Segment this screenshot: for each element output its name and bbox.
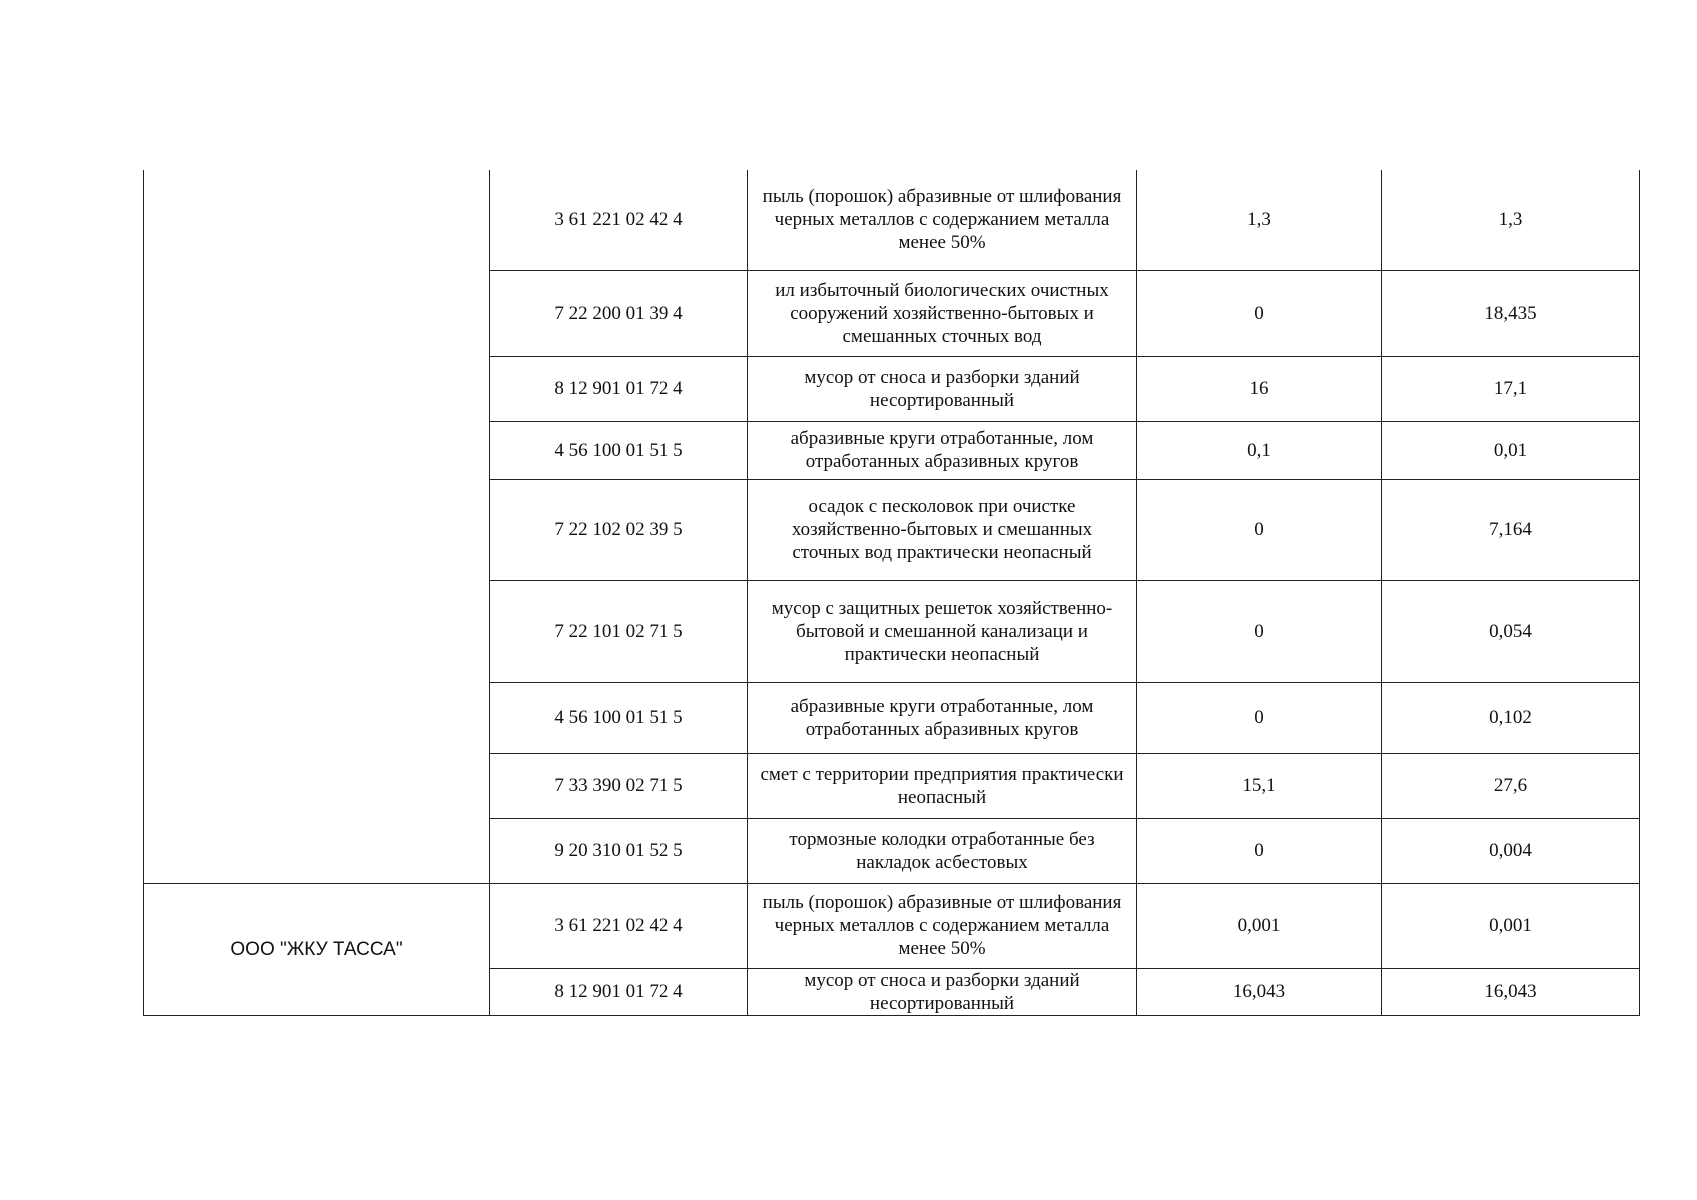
value-1-cell: 0,001 bbox=[1137, 883, 1382, 968]
organization-cell: ООО "ЖКУ ТАССА" bbox=[144, 883, 490, 1015]
table-row bbox=[144, 170, 1640, 270]
value-1-cell: 0 bbox=[1137, 682, 1382, 753]
organization-cell bbox=[144, 170, 490, 883]
waste-name-cell: ил избыточный биологических очистных сооружений хозяйственно-бытовых и смешанных сточных вод bbox=[748, 270, 1137, 356]
value-2-cell: 0,01 bbox=[1382, 421, 1640, 479]
waste-name-cell: пыль (порошок) абразивные от шлифования черных металлов с содержанием металла менее 50% bbox=[748, 883, 1137, 968]
waste-name-cell: пыль (порошок) абразивные от шлифования черных металлов с содержанием металла менее 50% bbox=[748, 170, 1137, 270]
waste-name-cell: смет с территории предприятия практически неопасный bbox=[748, 753, 1137, 818]
value-1-cell: 16,043 bbox=[1137, 968, 1382, 1015]
waste-code-cell: 3 61 221 02 42 4 bbox=[490, 883, 748, 968]
value-1-cell: 0,1 bbox=[1137, 421, 1382, 479]
waste-table bbox=[143, 170, 1640, 1016]
waste-name-cell: абразивные круги отработанные, лом отработанных абразивных кругов bbox=[748, 682, 1137, 753]
value-2-cell: 17,1 bbox=[1382, 356, 1640, 421]
waste-name-cell: тормозные колодки отработанные без накладок асбестовых bbox=[748, 818, 1137, 883]
waste-code-cell: 7 33 390 02 71 5 bbox=[490, 753, 748, 818]
waste-name-cell: мусор от сноса и разборки зданий несортированный bbox=[748, 968, 1137, 1015]
waste-code-cell: 7 22 102 02 39 5 bbox=[490, 479, 748, 580]
waste-code-cell: 9 20 310 01 52 5 bbox=[490, 818, 748, 883]
value-2-cell: 18,435 bbox=[1382, 270, 1640, 356]
value-1-cell: 0 bbox=[1137, 580, 1382, 682]
value-1-cell: 16 bbox=[1137, 356, 1382, 421]
value-2-cell: 0,102 bbox=[1382, 682, 1640, 753]
waste-code-cell: 8 12 901 01 72 4 bbox=[490, 356, 748, 421]
waste-code-cell: 7 22 101 02 71 5 bbox=[490, 580, 748, 682]
waste-name-cell: абразивные круги отработанные, лом отработанных абразивных кругов bbox=[748, 421, 1137, 479]
table-row bbox=[144, 883, 1640, 968]
waste-code-cell: 3 61 221 02 42 4 bbox=[490, 170, 748, 270]
value-2-cell: 0,004 bbox=[1382, 818, 1640, 883]
value-2-cell: 1,3 bbox=[1382, 170, 1640, 270]
waste-code-cell: 4 56 100 01 51 5 bbox=[490, 421, 748, 479]
waste-name-cell: мусор с защитных решеток хозяйственно-бытовой и смешанной канализаци и практически неопасный bbox=[748, 580, 1137, 682]
value-1-cell: 1,3 bbox=[1137, 170, 1382, 270]
waste-code-cell: 7 22 200 01 39 4 bbox=[490, 270, 748, 356]
value-1-cell: 15,1 bbox=[1137, 753, 1382, 818]
waste-code-cell: 4 56 100 01 51 5 bbox=[490, 682, 748, 753]
value-1-cell: 0 bbox=[1137, 479, 1382, 580]
waste-name-cell: мусор от сноса и разборки зданий несортированный bbox=[748, 356, 1137, 421]
waste-code-cell: 8 12 901 01 72 4 bbox=[490, 968, 748, 1015]
value-2-cell: 16,043 bbox=[1382, 968, 1640, 1015]
value-2-cell: 27,6 bbox=[1382, 753, 1640, 818]
value-2-cell: 7,164 bbox=[1382, 479, 1640, 580]
waste-name-cell: осадок с песколовок при очистке хозяйственно-бытовых и смешанных сточных вод практически неопасный bbox=[748, 479, 1137, 580]
value-1-cell: 0 bbox=[1137, 270, 1382, 356]
value-2-cell: 0,054 bbox=[1382, 580, 1640, 682]
value-1-cell: 0 bbox=[1137, 818, 1382, 883]
value-2-cell: 0,001 bbox=[1382, 883, 1640, 968]
